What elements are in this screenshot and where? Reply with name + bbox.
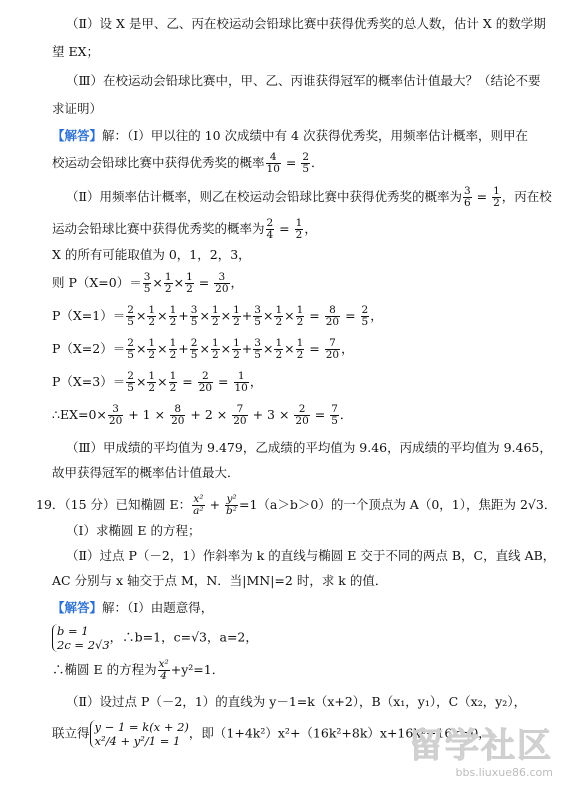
question-19-part-2-line-1: （Ⅱ）过点 P（－2，1）作斜率为 k 的直线与椭圆 E 交于不同的两点 B，C，直线 AB， xyxy=(66,548,556,563)
math-term: 3 xyxy=(190,304,198,316)
answer-tag: 【解答】 xyxy=(52,600,103,615)
watermark-title: 留学社区 xyxy=(409,726,553,766)
solution-text: 运动会铅球比赛中获得优秀奖的概率为 xyxy=(52,221,265,236)
fraction xyxy=(170,404,185,427)
math-term: 2 xyxy=(233,349,240,361)
math-term: 5 xyxy=(361,316,369,328)
fraction xyxy=(325,305,340,328)
expectation-line: ∴EX=0× $\frac{3}{20}$ + 1 × $\frac{8}{20}$ + 2 × $\frac{7}{20}$ + 3 × $\frac{2}{20}$ = $\frac{7}{5}$ ． xyxy=(52,403,353,427)
fraction xyxy=(147,371,156,394)
fraction xyxy=(266,152,281,175)
fraction xyxy=(325,338,340,361)
fraction xyxy=(185,272,194,295)
math-term: 5 xyxy=(302,163,309,175)
math-term: x² xyxy=(193,493,204,505)
math-term: 2 xyxy=(127,337,134,349)
math-term: 1 xyxy=(211,304,219,316)
math-term: 2 xyxy=(493,197,500,209)
fraction xyxy=(234,371,249,394)
math-term: y² xyxy=(226,493,237,505)
math-term: 20 xyxy=(295,415,309,427)
fraction xyxy=(295,218,304,241)
math-term: 1 xyxy=(275,337,283,349)
fraction xyxy=(147,305,156,328)
math-term: 5 xyxy=(190,316,198,328)
fraction xyxy=(266,218,275,241)
fraction xyxy=(143,272,152,295)
solution-19-line-1: 【解答】解：（Ⅰ）由题意得， xyxy=(52,600,214,615)
fraction xyxy=(296,305,305,328)
math-term: 5 xyxy=(127,349,134,361)
math-term: 5 xyxy=(254,316,261,328)
fraction xyxy=(463,186,472,209)
math-term: 2 xyxy=(302,151,309,163)
fraction xyxy=(361,305,370,328)
fraction xyxy=(274,338,283,361)
fraction xyxy=(330,404,339,427)
math-term: 2 xyxy=(233,316,240,328)
math-term: 20 xyxy=(198,382,213,394)
math-term: b = 1 xyxy=(57,624,89,638)
fraction xyxy=(169,305,178,328)
solution-18-line-2: 校运动会铅球比赛中获得优秀奖的概率 $\frac{4}{10}$ = $\frac{2}{5}$ ． xyxy=(52,151,324,175)
part-3-solution-line-2: 故甲获得冠军的概率估计值最大． xyxy=(52,465,240,480)
fraction xyxy=(294,404,309,427)
math-term: 20 xyxy=(325,349,340,361)
math-term: 2 xyxy=(294,404,309,416)
math-term: a² xyxy=(193,505,204,517)
math-term: 20 xyxy=(171,415,185,427)
solution-18-line-5: X 的所有可能取值为 0，1，2，3， xyxy=(52,247,251,262)
math-term: 5 xyxy=(190,349,198,361)
solution-text: 解：（Ⅰ）甲以往的 10 次成绩中有 4 次获得优秀奖，用频率估计概率，则甲在 xyxy=(102,128,528,143)
math-term: 1 xyxy=(169,337,177,349)
math-term: 5 xyxy=(254,349,261,361)
math-term: 2 xyxy=(127,370,134,382)
fraction xyxy=(225,494,238,517)
math-term: 4 xyxy=(266,152,281,164)
fraction xyxy=(232,404,247,427)
fraction xyxy=(158,659,170,682)
math-term: 1 xyxy=(296,337,304,349)
solution-18-line-4: 运动会铅球比赛中获得优秀奖的概率为 $\frac{2}{4}$ = $\frac{1}{2}$ ， xyxy=(52,217,317,241)
fraction xyxy=(232,338,241,361)
math-term: 2 xyxy=(169,349,177,361)
math-term: 2 xyxy=(190,337,198,349)
question-19-part-1: （Ⅰ）求椭圆 E 的方程； xyxy=(66,523,201,538)
math-term: 3 xyxy=(464,185,471,197)
solution-19-line-3: ∴椭圆 E 的方程为 $\frac{\text{x²}}{4}$ +y²=1． xyxy=(52,658,225,682)
math-term: 3 xyxy=(108,404,123,416)
math-term: 20 xyxy=(215,283,229,295)
fraction xyxy=(301,152,310,175)
fraction xyxy=(126,371,135,394)
math-term: 1 xyxy=(234,371,249,383)
math-term: 5 xyxy=(331,415,338,427)
fraction xyxy=(253,305,262,328)
solution-18-line-1 xyxy=(52,128,528,144)
solution-text: （Ⅱ）用频率估计概率，则乙在校运动会铅球比赛中获得优秀奖的概率为 xyxy=(66,189,462,204)
fraction xyxy=(198,371,213,394)
equation-system xyxy=(90,720,189,748)
math-term: 20 xyxy=(325,316,340,328)
math-term: y − 1 = k(x + 2) xyxy=(94,720,189,734)
math-term: 2 xyxy=(296,316,304,328)
prob-x0-line: 则 P（X=0）＝ $\frac{3}{5}$ × $\frac{1}{2}$ × $\frac{1}{2}$ = $\frac{3}{20}$ ， xyxy=(52,271,244,295)
fraction xyxy=(211,305,220,328)
math-term: 2 xyxy=(164,283,172,295)
math-term: 2 xyxy=(127,304,134,316)
math-term: 1 xyxy=(493,185,500,197)
math-term: 2 xyxy=(266,217,274,229)
math-term: 7 xyxy=(232,404,247,416)
math-term: 5 xyxy=(143,283,151,295)
math-term: 8 xyxy=(325,305,340,317)
math-term: 4 xyxy=(160,670,167,682)
part-2-question-line-1: （Ⅱ）设 X 是甲、乙、丙在校运动会铅球比赛中获得优秀奖的总人数，估计 X 的数学期 xyxy=(66,16,546,31)
math-term: 10 xyxy=(234,382,248,394)
math-term: 1 xyxy=(211,337,219,349)
fraction xyxy=(296,338,305,361)
solution-18-line-3: （Ⅱ）用频率估计概率，则乙在校运动会铅球比赛中获得优秀奖的概率为 $\frac{3}{6}$ = $\frac{1}{2}$ ，丙在校 xyxy=(66,185,552,209)
math-term: 2 xyxy=(361,304,369,316)
prob-x1-line: P（X=1）＝ $\frac{2}{5}$ × $\frac{1}{2}$ × $\frac{1}{2}$ + $\frac{3}{5}$ × $\frac{1}{2}$ × $\frac{1}{2}$ + $\frac{3}{5}$ × $\frac{1}{2}$ × $\frac{1}{2}$ = $\frac{8}{20}$ = $\frac{2}{5}$ ， xyxy=(52,304,383,328)
math-term: 2 xyxy=(275,349,283,361)
watermark-logo xyxy=(393,726,553,786)
math-term: 3 xyxy=(143,271,151,283)
math-term: 2 xyxy=(211,349,219,361)
math-term: 1 xyxy=(148,370,156,382)
fraction xyxy=(126,305,135,328)
math-term: x²/4 + y²/1 = 1 xyxy=(94,734,181,748)
math-term: 1 xyxy=(233,337,240,349)
prob-x2-line: P（X=2）＝ $\frac{2}{5}$ × $\frac{1}{2}$ × $\frac{1}{2}$ + $\frac{2}{5}$ × $\frac{1}{2}$ × $\frac{1}{2}$ + $\frac{3}{5}$ × $\frac{1}{2}$ × $\frac{1}{2}$ = $\frac{7}{20}$ ， xyxy=(52,337,354,361)
math-term: 2 xyxy=(295,229,303,241)
math-term: 3 xyxy=(214,272,229,284)
math-term: 2 xyxy=(148,382,156,394)
answer-tag: 【解答】 xyxy=(52,128,103,143)
math-term: 2 xyxy=(169,316,177,328)
math-term: 7 xyxy=(325,338,340,350)
math-term: 2 xyxy=(186,283,193,295)
solution-19-system-1: b = 1 2c = 2√3 ，∴b=1，c=√3，a=2， xyxy=(52,624,258,652)
math-term: 3 xyxy=(254,304,261,316)
question-19-part-2-line-2: AC 分别与 x 轴交于点 M，N．当|MN|=2 时，求 k 的值． xyxy=(52,573,388,588)
math-term: 4 xyxy=(266,229,274,241)
fraction xyxy=(164,272,173,295)
math-term: 6 xyxy=(464,197,471,209)
fraction xyxy=(274,305,283,328)
fraction xyxy=(169,338,178,361)
math-term: 2 xyxy=(198,371,213,383)
solution-19-line-4: （Ⅱ）设过点 P（－2，1）的直线为 y－1=k（x+2），B（x₁，y₁），C（x₂，y₂）， xyxy=(66,694,527,709)
math-term: 3 xyxy=(254,337,261,349)
fraction xyxy=(192,494,204,517)
math-term: 1 xyxy=(148,304,156,316)
math-term: 2 xyxy=(211,316,219,328)
math-term: 5 xyxy=(127,316,134,328)
part-2-question-line-2: 望 EX； xyxy=(52,44,99,59)
part-3-question-line-2: 求证明） xyxy=(52,101,103,116)
math-term: 2 xyxy=(148,316,156,328)
part-3-question-line-1: （Ⅲ）在校运动会铅球比赛中，甲、乙、丙谁获得冠军的概率估计值最大？（结论不要 xyxy=(66,73,541,88)
math-term: 20 xyxy=(233,415,247,427)
fraction xyxy=(108,404,123,427)
fraction xyxy=(147,338,156,361)
fraction xyxy=(232,305,241,328)
math-term: 8 xyxy=(170,404,185,416)
math-term: 1 xyxy=(164,271,172,283)
math-term: 7 xyxy=(331,403,338,415)
math-term: 1 xyxy=(275,304,283,316)
math-term: 2 xyxy=(275,316,283,328)
math-term: 1 xyxy=(169,304,177,316)
math-term: 5 xyxy=(127,382,134,394)
solution-19-system-2: 联立得 y − 1 = k(x + 2) x²/4 + y²/1 = 1 ，即（1+4k²）x²+（16k²+8k）x+16k²+16k=0， xyxy=(52,720,491,748)
math-term: x² xyxy=(158,658,169,670)
fraction xyxy=(214,272,229,295)
math-term: 2 xyxy=(169,382,177,394)
fraction xyxy=(211,338,220,361)
math-term: 1 xyxy=(296,304,304,316)
math-term: 1 xyxy=(295,217,303,229)
fraction xyxy=(190,305,199,328)
fraction xyxy=(169,371,178,394)
fraction xyxy=(492,186,501,209)
fraction xyxy=(126,338,135,361)
math-term: 1 xyxy=(233,304,240,316)
fraction xyxy=(190,338,199,361)
math-term: 1 xyxy=(148,337,156,349)
math-term: b² xyxy=(226,505,237,517)
math-term: 20 xyxy=(108,415,123,427)
fraction xyxy=(253,338,262,361)
math-term: 10 xyxy=(266,163,280,175)
math-term: 2 xyxy=(296,349,304,361)
math-term: 2c = 2√3 xyxy=(57,638,110,652)
question-19-line-1: 19．（15 分）已知椭圆 E： $\frac{\text{x²}}{\text{a²}}$ + $\frac{\text{y²}}{\text{b²}}$ =1（a＞b＞0）的一个顶点为 A（0，1），焦距为 2√3． xyxy=(36,493,557,517)
solution-text: 校运动会铅球比赛中获得优秀奖的概率 xyxy=(52,155,265,170)
watermark-url: bbs.liuxue86.com xyxy=(455,766,553,779)
math-term: 1 xyxy=(186,271,193,283)
prob-x3-line: P（X=3）＝ $\frac{2}{5}$ × $\frac{1}{2}$ × $\frac{1}{2}$ = $\frac{2}{20}$ = $\frac{1}{10}$ ， xyxy=(52,370,263,394)
math-term: 2 xyxy=(148,349,156,361)
equation-system xyxy=(52,624,110,652)
math-term: 1 xyxy=(169,370,177,382)
part-3-solution-line-1: （Ⅲ）甲成绩的平均值为 9.479，乙成绩的平均值为 9.46，丙成绩的平均值为 9.465， xyxy=(66,440,552,455)
